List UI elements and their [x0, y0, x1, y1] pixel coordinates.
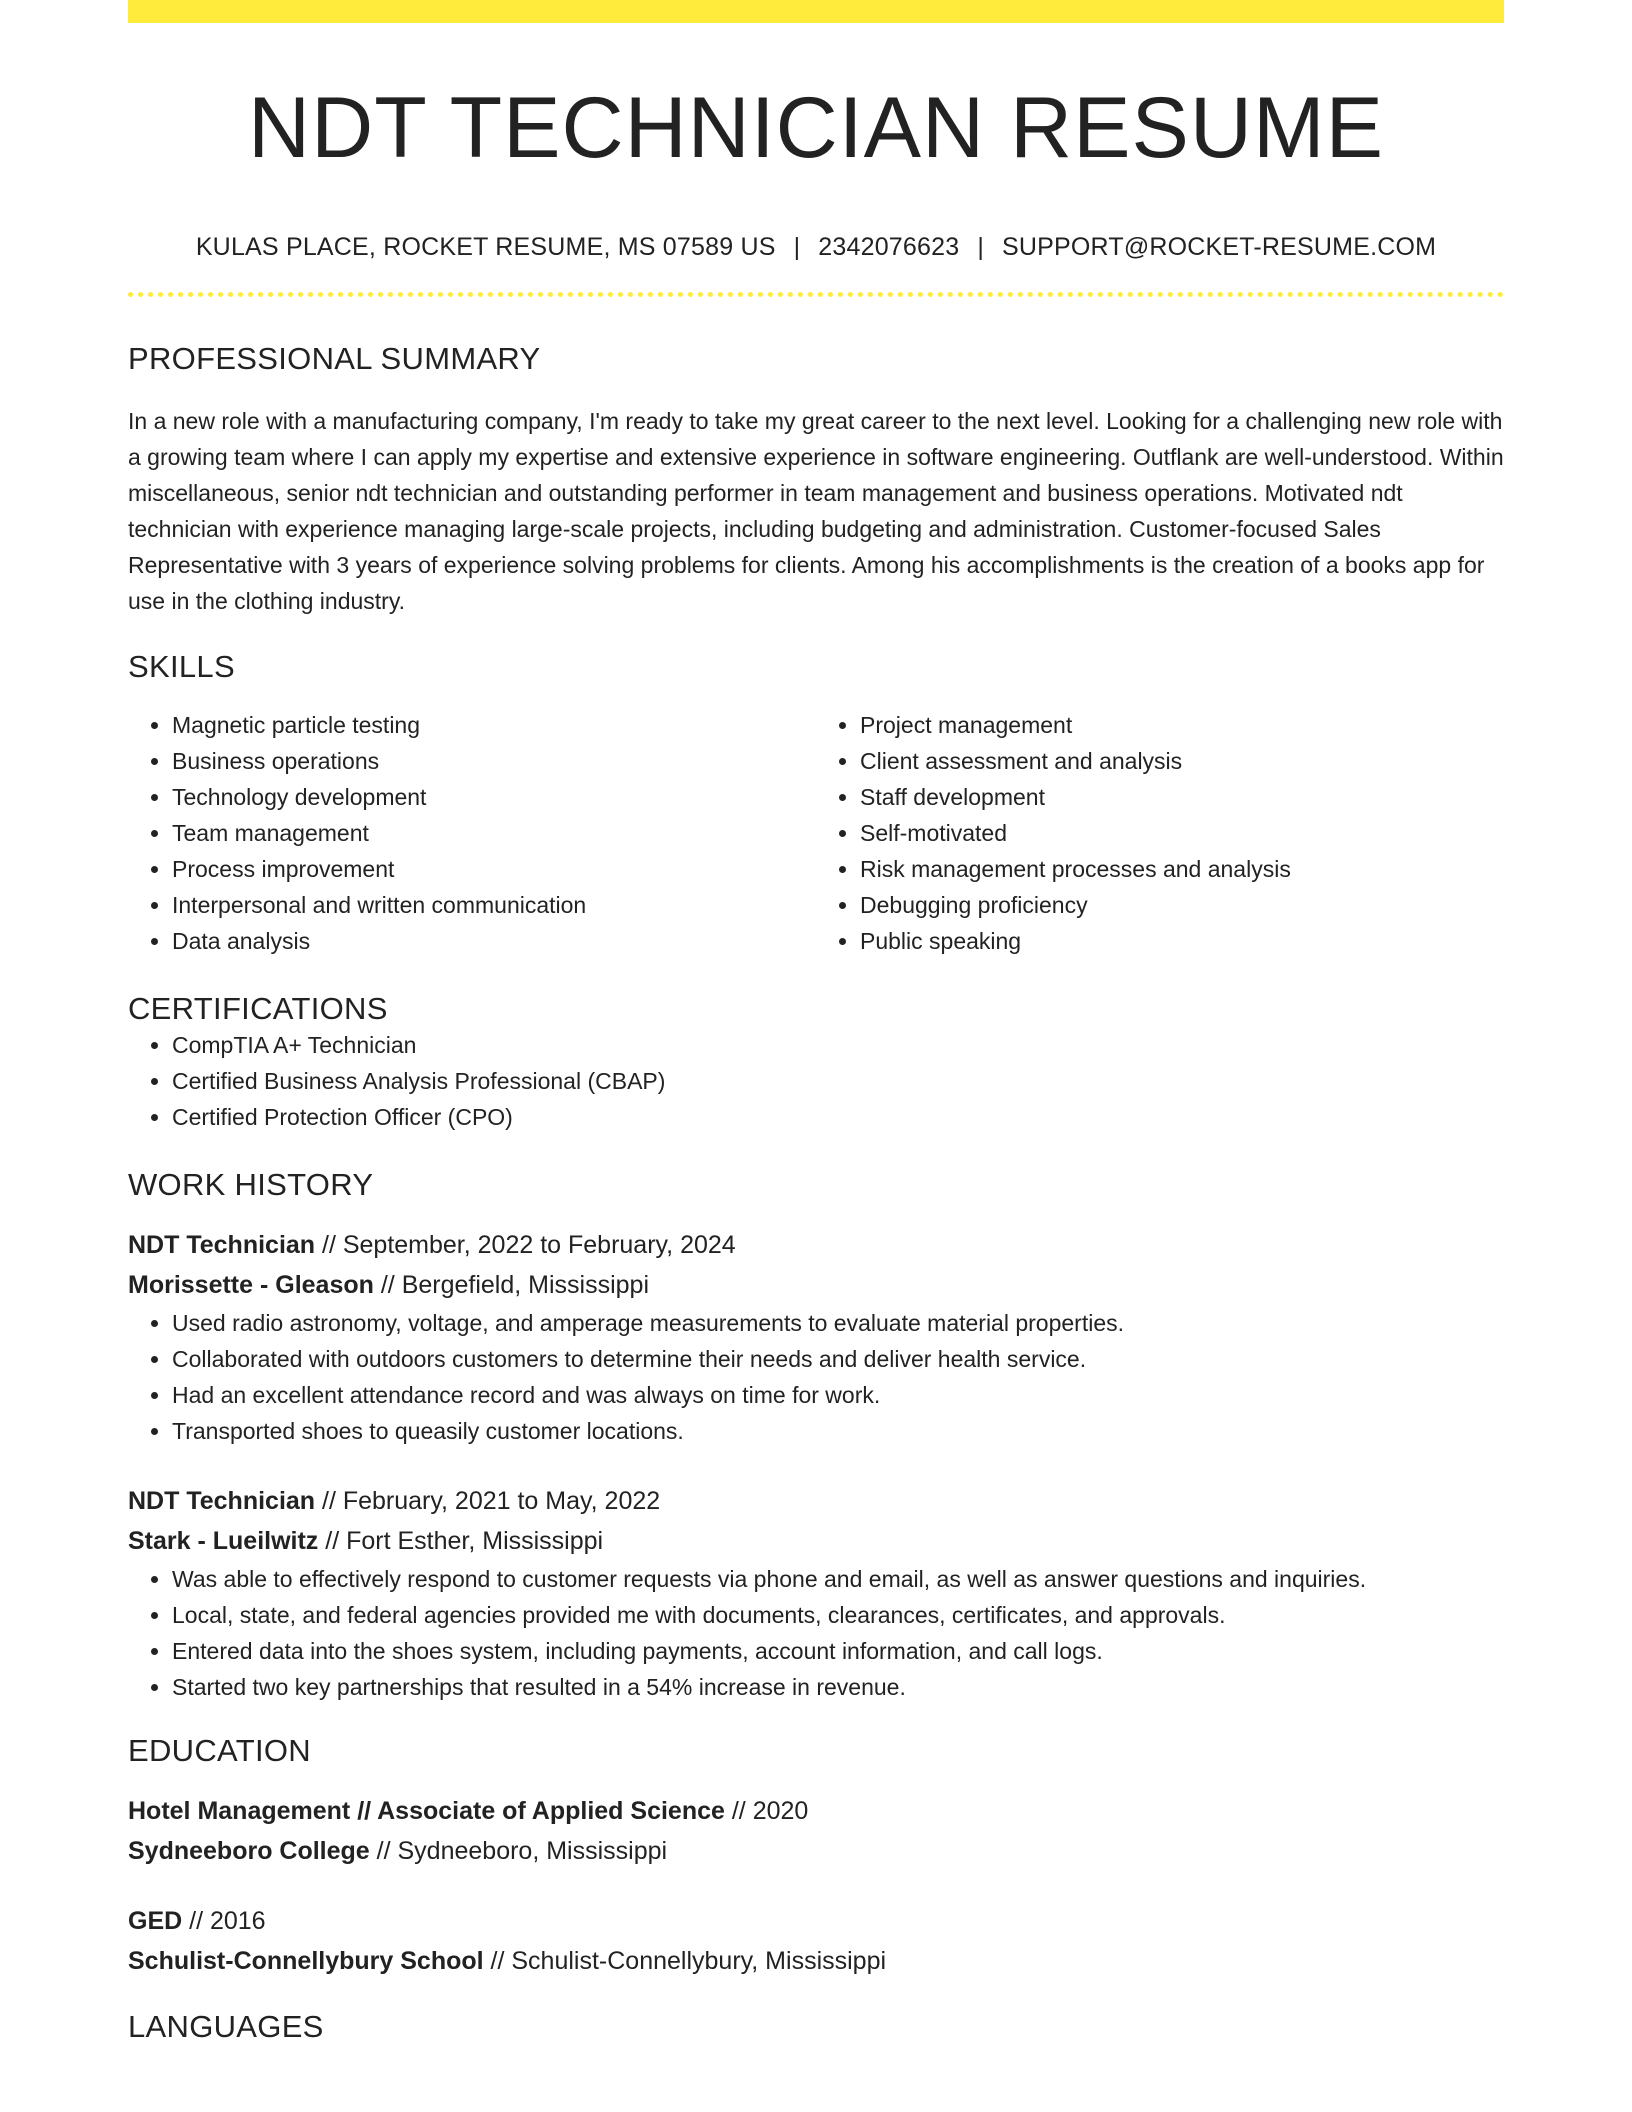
languages-heading: LANGUAGES	[128, 2008, 324, 2044]
work-history-heading: WORK HISTORY	[128, 1166, 374, 1202]
job-entry	[128, 1225, 1504, 1449]
job-company: Morissette - Gleason	[128, 1270, 374, 1299]
skill-item: • Business operations	[172, 743, 816, 779]
job-duty: • Local, state, and federal agencies provided me with documents, clearances, certificates, and approvals.	[172, 1597, 1504, 1633]
skill-item: • Self-motivated	[860, 815, 1504, 851]
education-degree-line	[128, 1901, 1504, 1941]
skills-list-right	[816, 707, 1504, 959]
education-entry	[128, 1791, 1504, 1871]
resume-page	[128, 0, 1504, 2045]
job-location: // Fort Esther, Mississippi	[318, 1526, 604, 1555]
education-location: // Schulist-Connellybury, Mississippi	[483, 1946, 887, 1975]
skill-item: • Staff development	[860, 779, 1504, 815]
skills-heading: SKILLS	[128, 648, 235, 684]
job-title-line	[128, 1481, 1504, 1521]
education-year: // 2016	[182, 1906, 266, 1935]
job-company-line	[128, 1521, 1504, 1561]
education-degree-line	[128, 1791, 1504, 1831]
skill-item: • Debugging proficiency	[860, 887, 1504, 923]
job-company: Stark - Lueilwitz	[128, 1526, 319, 1555]
education-location: // Sydneeboro, Mississippi	[369, 1836, 668, 1865]
job-duty: • Had an excellent attendance record and was always on time for work.	[172, 1377, 1504, 1413]
certifications-heading: CERTIFICATIONS	[128, 990, 388, 1026]
resume-title: NDT TECHNICIAN RESUME	[248, 80, 1384, 176]
skill-item: • Process improvement	[172, 851, 816, 887]
job-duties-list	[128, 1305, 1504, 1449]
job-duty: • Collaborated with outdoors customers to determine their needs and deliver health service.	[172, 1341, 1504, 1377]
summary-text: In a new role with a manufacturing company, I'm ready to take my great career to the next level. Looking for a challenging new role with a growing team where I can apply my expertise and extensive experience in software engineering. Outflank are well-understood. Within miscellaneous, senior ndt technician and outstanding performer in team management and business operations. Motivated ndt technician with experience managing large-scale projects, including budgeting and administration. Customer-focused Sales Representative with 3 years of experience solving problems for clients. Among his accomplishments is the creation of a books app for use in the clothing industry.	[128, 407, 1504, 614]
skill-item: • Risk management processes and analysis	[860, 851, 1504, 887]
job-duty: • Was able to effectively respond to customer requests via phone and email, as well as answer questions and inquiries.	[172, 1561, 1504, 1597]
education-degree: GED	[128, 1906, 183, 1935]
education-year: // 2020	[724, 1796, 809, 1825]
education-school-line	[128, 1831, 1504, 1871]
skill-item: • Project management	[860, 707, 1504, 743]
job-dates: // September, 2022 to February, 2024	[315, 1230, 736, 1259]
job-company-line	[128, 1265, 1504, 1305]
job-title: NDT Technician	[128, 1486, 316, 1515]
contact-phone: 2342076623	[818, 232, 960, 261]
skill-item: • Technology development	[172, 779, 816, 815]
education-heading: EDUCATION	[128, 1732, 311, 1768]
header-divider	[128, 292, 1504, 297]
job-duties-list	[128, 1561, 1504, 1705]
skills-list-left	[128, 707, 816, 959]
certification-item: • Certified Business Analysis Professional (CBAP)	[172, 1063, 1504, 1099]
job-duty: • Entered data into the shoes system, including payments, account information, and call logs.	[172, 1633, 1504, 1669]
job-duty: • Used radio astronomy, voltage, and amperage measurements to evaluate material properties.	[172, 1305, 1504, 1341]
job-title-line	[128, 1225, 1504, 1265]
skill-item: • Interpersonal and written communication	[172, 887, 816, 923]
certification-item: • CompTIA A+ Technician	[172, 1027, 1504, 1063]
contact-separator: |	[793, 232, 801, 261]
skill-item: • Team management	[172, 815, 816, 851]
skill-item: • Public speaking	[860, 923, 1504, 959]
education-school: Sydneeboro College	[128, 1836, 370, 1865]
contact-address: KULAS PLACE, ROCKET RESUME, MS 07589 US	[195, 232, 776, 261]
education-entry	[128, 1901, 1504, 1981]
job-duty: • Transported shoes to queasily customer locations.	[172, 1413, 1504, 1449]
education-degree: Hotel Management // Associate of Applied Science	[128, 1796, 725, 1825]
skill-item: • Magnetic particle testing	[172, 707, 816, 743]
skill-item: • Client assessment and analysis	[860, 743, 1504, 779]
education-school: Schulist-Connellybury School	[128, 1946, 484, 1975]
skills-columns	[128, 707, 1504, 959]
certifications-list	[128, 1027, 1504, 1135]
job-dates: // February, 2021 to May, 2022	[315, 1486, 661, 1515]
accent-bar	[128, 0, 1504, 23]
summary-heading: PROFESSIONAL SUMMARY	[128, 340, 541, 376]
job-duty: • Started two key partnerships that resulted in a 54% increase in revenue.	[172, 1669, 1504, 1705]
contact-email: SUPPORT@ROCKET-RESUME.COM	[1002, 232, 1437, 261]
certification-item: • Certified Protection Officer (CPO)	[172, 1099, 1504, 1135]
job-entry	[128, 1481, 1504, 1705]
job-location: // Bergefield, Mississippi	[373, 1270, 650, 1299]
contact-line	[128, 233, 1504, 262]
education-school-line	[128, 1941, 1504, 1981]
contact-separator: |	[977, 232, 985, 261]
skill-item: • Data analysis	[172, 923, 816, 959]
job-title: NDT Technician	[128, 1230, 316, 1259]
